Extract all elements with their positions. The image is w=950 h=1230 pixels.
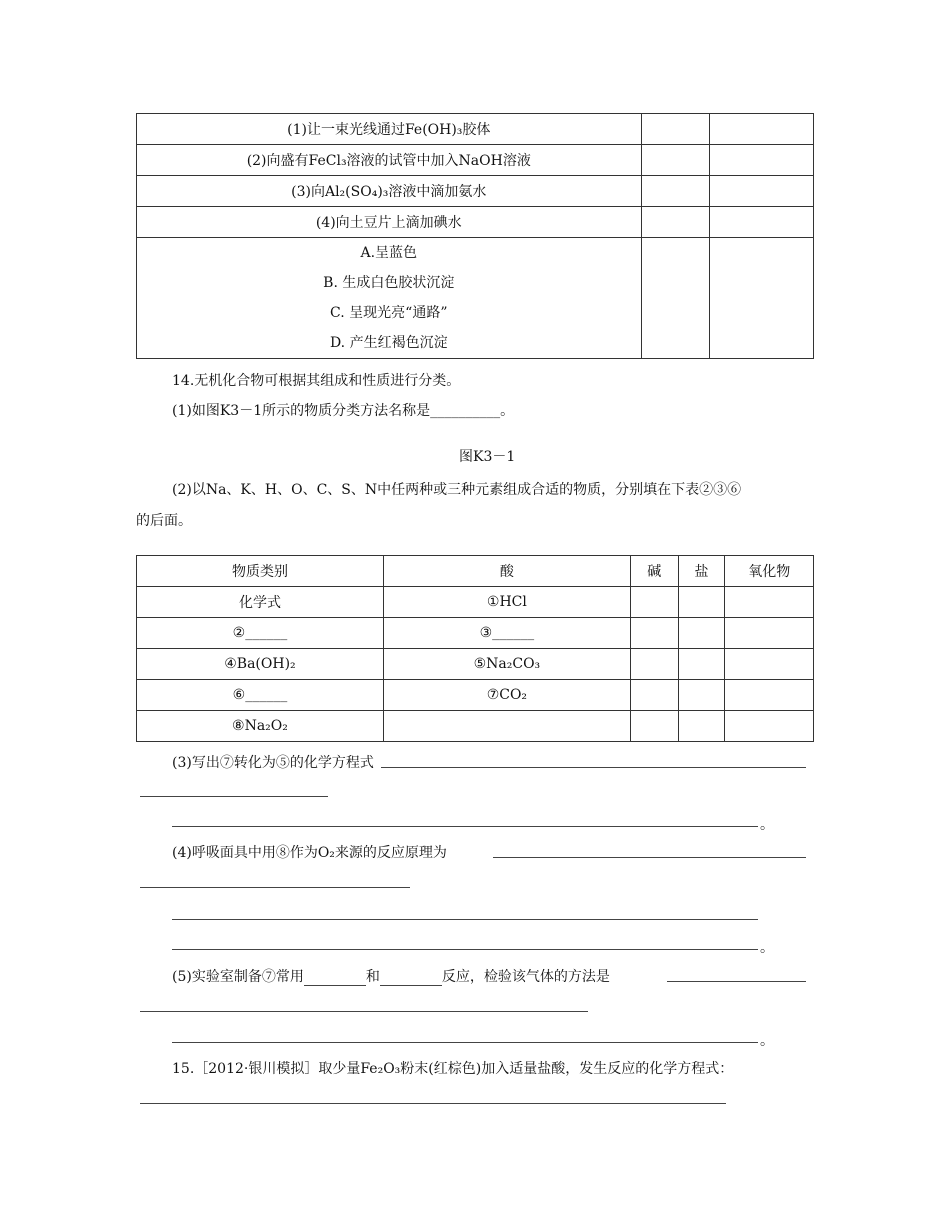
answer-cell[interactable] (641, 145, 710, 176)
table-cell: (4)向土豆片上滴加碘水 (137, 207, 642, 238)
table-header-row (137, 556, 814, 587)
answer-cell[interactable] (641, 176, 710, 207)
option-d: D. 产生红褐色沉淀 (329, 335, 448, 351)
table-cell: ⑧Na₂O₂ (137, 711, 384, 742)
header-cell: 碱 (630, 556, 678, 587)
answer-cell[interactable] (710, 145, 814, 176)
answer-cell[interactable] (710, 207, 814, 238)
period: 。 (760, 1033, 774, 1049)
answer-line[interactable] (172, 919, 758, 920)
figure-caption: 图K3－1 (459, 449, 516, 465)
answer-cell[interactable] (710, 114, 814, 145)
table-cell (630, 649, 678, 680)
table-row (137, 587, 814, 618)
table-row (137, 711, 814, 742)
answer-cell[interactable] (710, 176, 814, 207)
option-c: C. 呈现光亮“通路” (330, 305, 448, 321)
table-cell (678, 649, 725, 680)
q14-part2-line2: 的后面。 (136, 513, 192, 529)
period: 。 (760, 817, 774, 833)
table-cell (678, 680, 725, 711)
q14-part3: (3)写出⑦转化为⑤的化学方程式 (172, 755, 374, 771)
table-cell[interactable]: ②______ (137, 618, 384, 649)
period: 。 (760, 940, 774, 956)
answer-line[interactable] (140, 1103, 726, 1104)
answer-line[interactable] (140, 887, 410, 888)
q14-part5-b: 和 (365, 969, 380, 985)
header-cell: 盐 (678, 556, 725, 587)
table-cell (725, 649, 814, 680)
table-cell[interactable]: ⑥______ (137, 680, 384, 711)
answer-line[interactable] (667, 981, 806, 982)
q14-part4: (4)呼吸面具中用⑧作为O₂来源的反应原理为 (172, 845, 447, 861)
q15-text: 15.［2012·银川模拟］取少量Fe₂O₃粉末(红棕色)加入适量盐酸，发生反应的化学方程式： (172, 1061, 734, 1077)
table-cell (678, 618, 725, 649)
table-row (137, 680, 814, 711)
answer-blank[interactable] (380, 971, 442, 986)
answer-line[interactable] (172, 826, 758, 827)
table-cell[interactable]: ③______ (383, 618, 630, 649)
table-cell (630, 587, 678, 618)
answer-line[interactable] (140, 1011, 588, 1012)
q14-part5-a: (5)实验室制备⑦常用 (172, 969, 304, 985)
table-cell (725, 587, 814, 618)
table-cell: (1)让一束光线通过Fe(OH)₃胶体 (137, 114, 642, 145)
header-cell: 物质类别 (137, 556, 384, 587)
table-row (137, 649, 814, 680)
answer-cell[interactable] (641, 207, 710, 238)
answer-cell[interactable] (710, 238, 814, 359)
table-cell: (3)向Al₂(SO₄)₃溶液中滴加氨水 (137, 176, 642, 207)
answer-line[interactable] (381, 767, 806, 768)
table-cell (383, 711, 630, 742)
table-row (137, 618, 814, 649)
table-row (137, 114, 814, 145)
answer-line[interactable] (172, 1042, 758, 1043)
header-cell: 氧化物 (725, 556, 814, 587)
table-cell (725, 680, 814, 711)
table-row (137, 238, 814, 359)
table-cell (630, 711, 678, 742)
table-cell (725, 711, 814, 742)
table-row (137, 176, 814, 207)
answer-line[interactable] (172, 949, 758, 950)
q14-part1: (1)如图K3－1所示的物质分类方法名称是__________。 (172, 403, 515, 419)
table-cell (678, 711, 725, 742)
answer-line[interactable] (140, 796, 328, 797)
table-row (137, 145, 814, 176)
table-cell: 化学式 (137, 587, 384, 618)
q14-part5 (172, 966, 610, 986)
q14-part5-c: 反应，检验该气体的方法是 (441, 969, 610, 985)
header-cell: 酸 (383, 556, 630, 587)
table-cell: ①HCl (383, 587, 630, 618)
answer-blank[interactable] (304, 971, 366, 986)
table-row (137, 207, 814, 238)
table-cell: ⑦CO₂ (383, 680, 630, 711)
table-cell (630, 618, 678, 649)
table-cell (630, 680, 678, 711)
answer-line[interactable] (493, 857, 806, 858)
table-cell: (2)向盛有FeCl₃溶液的试管中加入NaOH溶液 (137, 145, 642, 176)
q14-stem: 14.无机化合物可根据其组成和性质进行分类。 (172, 373, 461, 389)
table-cell: ⑤Na₂CO₃ (383, 649, 630, 680)
answer-cell[interactable] (641, 114, 710, 145)
table-cell (725, 618, 814, 649)
table-cell (678, 587, 725, 618)
experiment-table (136, 113, 814, 359)
table-cell: ④Ba(OH)₂ (137, 649, 384, 680)
substance-table (136, 555, 814, 742)
q14-part2-line1: (2)以Na、K、H、O、C、S、N中任两种或三种元素组成合适的物质，分别填在下表②③⑥ (172, 482, 742, 498)
option-b: B. 生成白色胶状沉淀 (323, 275, 455, 291)
options-cell (137, 238, 642, 359)
answer-cell[interactable] (641, 238, 710, 359)
option-a: A.呈蓝色 (360, 245, 418, 261)
